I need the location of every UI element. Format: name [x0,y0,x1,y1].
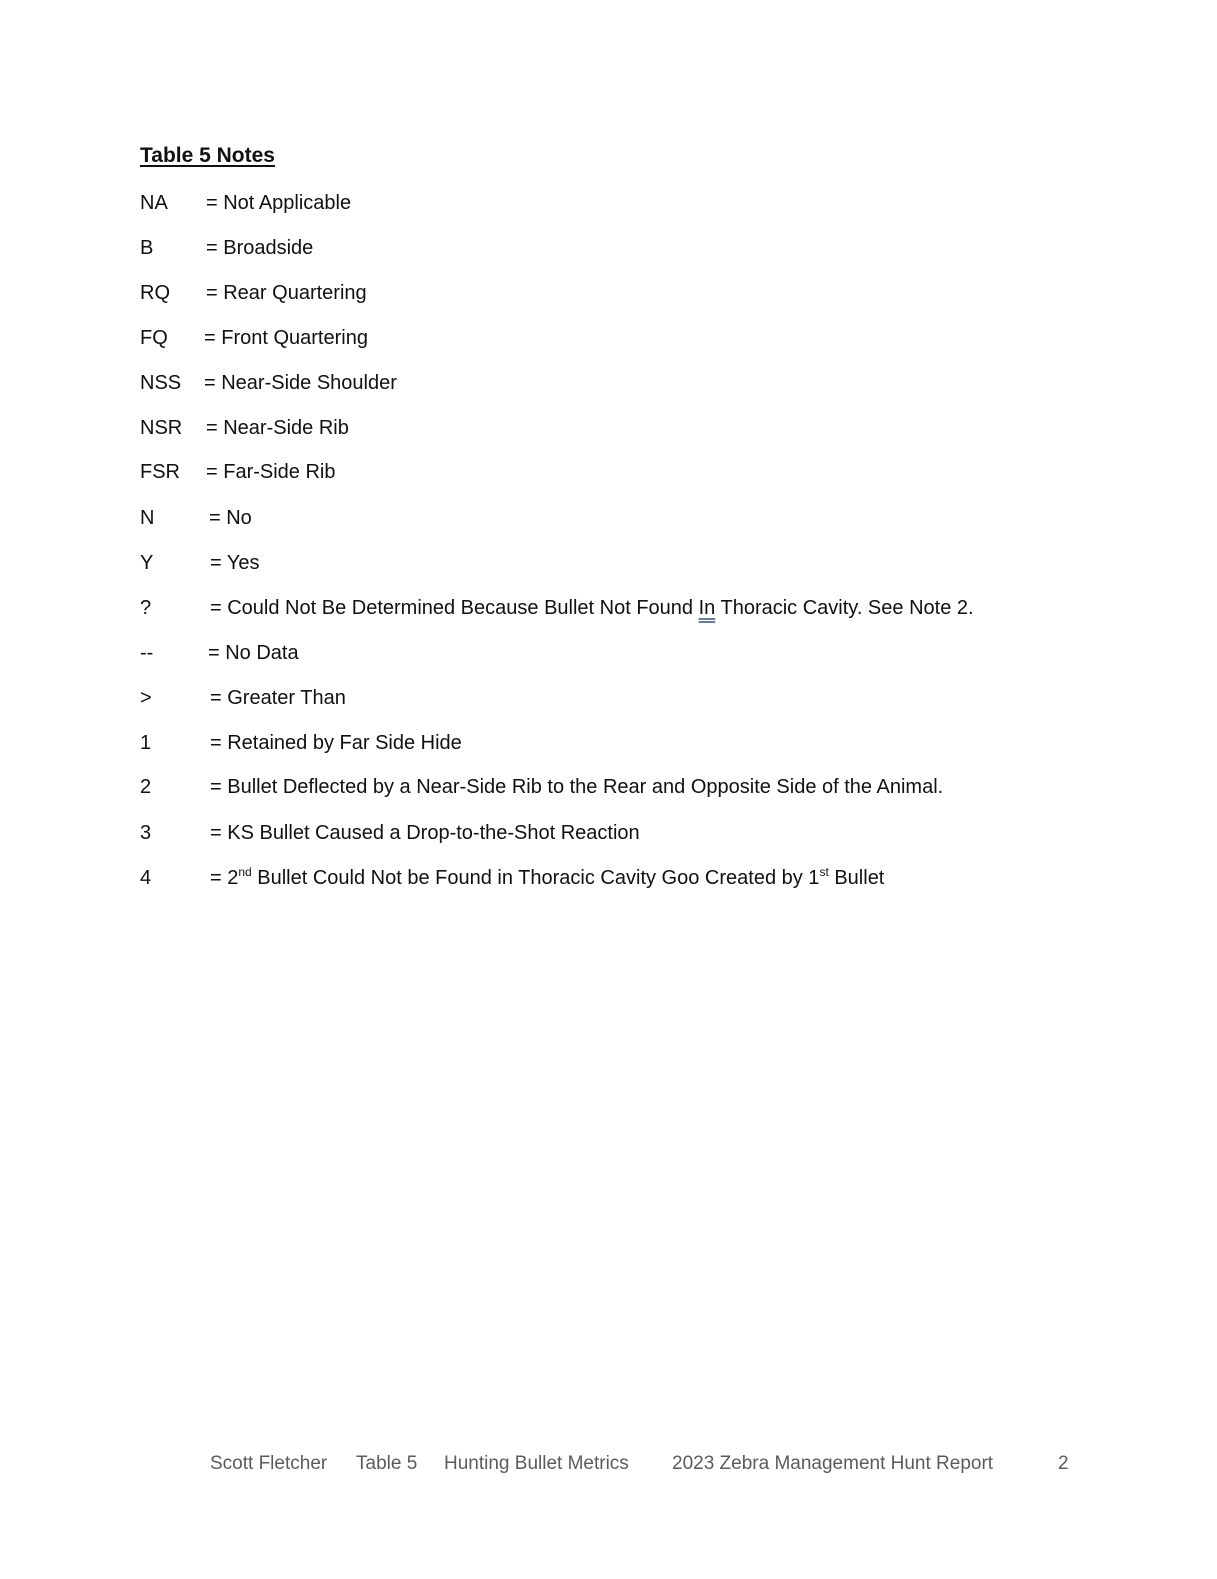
footer-subject: Hunting Bullet Metrics [444,1453,629,1474]
footer-report-title: 2023 Zebra Management Hunt Report [672,1453,994,1474]
note-abbreviation: NA [140,192,168,214]
grammar-flagged-word: In [698,597,716,619]
definition-part: Bullet Could Not be Found in Thoracic Cavity Goo Created by 1 [251,867,820,889]
note-definition: = Near-Side Rib [206,417,349,439]
note-abbreviation: -- [140,642,154,664]
superscript: st [819,865,829,879]
note-abbreviation: NSS [140,372,182,394]
notes-heading: Table 5 Notes [140,144,275,167]
definition-part: = Could Not Be Determined Because Bullet Not Found [210,597,699,619]
note-definition [210,593,974,623]
note-definition: = Greater Than [210,687,346,709]
note-definition: = Broadside [206,237,314,259]
note-definition: = Front Quartering [204,327,368,349]
page-number: 2 [1058,1453,1069,1474]
note-abbreviation: 3 [140,822,152,844]
note-definition: = Near-Side Shoulder [204,372,397,394]
note-abbreviation: 4 [140,867,152,889]
note-definition: = Retained by Far Side Hide [210,732,462,754]
note-abbreviation: Y [140,552,154,574]
note-definition: = No Data [208,642,299,664]
note-definition: = Rear Quartering [206,282,367,304]
note-definition [210,863,884,893]
note-definition: = KS Bullet Caused a Drop-to-the-Shot Reaction [210,822,640,844]
footer-table: Table 5 [356,1453,418,1474]
note-abbreviation: B [140,237,154,259]
note-abbreviation: RQ [140,282,170,304]
note-abbreviation: > [140,687,152,709]
note-definition: = Yes [210,552,260,574]
note-abbreviation: 2 [140,776,152,798]
note-abbreviation: N [140,507,155,529]
note-abbreviation: FQ [140,327,168,349]
definition-part: Thoracic Cavity. See Note 2. [715,597,974,619]
note-abbreviation: ? [140,597,152,619]
note-abbreviation: FSR [140,461,180,483]
footer-author: Scott Fletcher [210,1453,328,1474]
note-abbreviation: NSR [140,417,183,439]
definition-part: Bullet [828,867,885,889]
note-definition: = Bullet Deflected by a Near-Side Rib to the Rear and Opposite Side of the Animal. [210,776,944,798]
note-definition: = Not Applicable [206,192,352,214]
superscript: nd [238,865,252,879]
note-abbreviation: 1 [140,732,152,754]
note-definition: = No [209,507,252,529]
note-definition: = Far-Side Rib [206,461,336,483]
definition-part: = 2 [210,867,239,889]
